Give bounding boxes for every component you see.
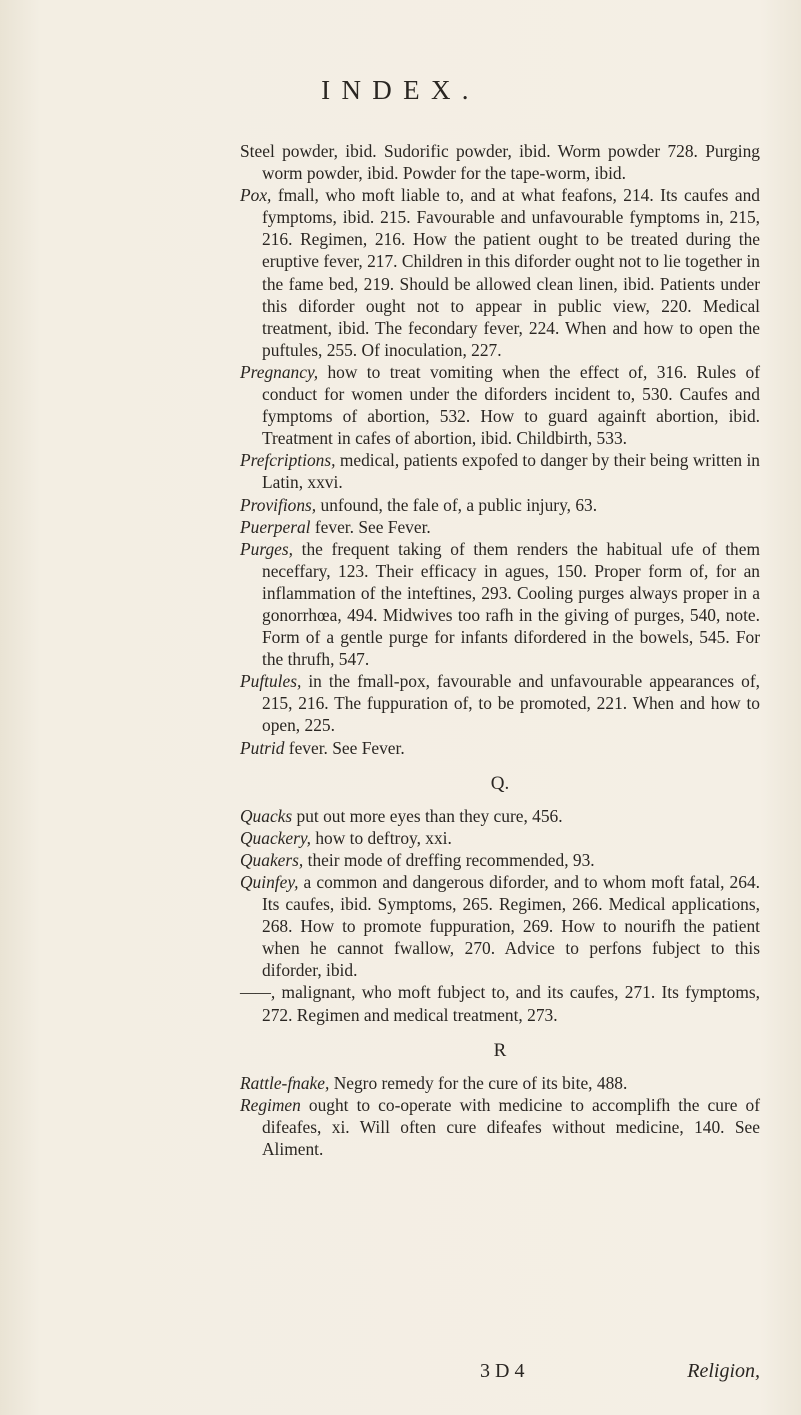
entry-term: Quacks — [240, 805, 293, 826]
index-entry — [240, 361, 760, 449]
index-entry — [240, 737, 760, 759]
entry-term: Quakers, — [240, 849, 304, 870]
entry-text: unfound, the fale of, a public injury, 63. — [316, 494, 598, 515]
entry-term: Pregnancy, — [240, 361, 319, 382]
entry-text: ought to co-operate with medicine to accomplifh the cure of difeafes, xi. Will often cure difeafes without medicine, 140. See Aliment. — [262, 1094, 760, 1160]
letter-heading-q: Q. — [490, 772, 510, 794]
entry-term: Quinfey, — [240, 872, 299, 892]
entry-text: medical, patients expofed to danger by their being written in Latin, xxvi. — [262, 450, 760, 493]
entry-term: Regimen — [240, 1094, 301, 1115]
index-entry — [240, 538, 760, 671]
index-entry — [240, 1094, 760, 1160]
entry-text: how to treat vomiting when the effect of, 316. Rules of conduct for women under the diforders incident to, 530. Caufes and fymptoms of abortion, 532. How to guard againft abortion, ibid. Treatment in cafes of abortion, ibid. Childbirth, 533. — [262, 361, 760, 449]
entry-term: Puerperal — [240, 516, 311, 537]
index-entry — [240, 1072, 760, 1094]
index-content — [240, 140, 760, 1160]
page-header: INDEX. — [321, 75, 480, 105]
index-entry — [240, 827, 760, 849]
entry-text: their mode of dreffing recommended, 93. — [303, 849, 595, 870]
entry-term: Putrid — [240, 737, 285, 758]
entry-term: Provifions, — [240, 494, 317, 515]
signature-mark: 3 D 4 — [480, 1360, 525, 1382]
index-entry — [240, 849, 760, 871]
letter-heading-r: R — [493, 1039, 507, 1061]
catchword: Religion, — [687, 1360, 760, 1382]
index-entry — [240, 981, 760, 1025]
entry-text: how to deftroy, xxi. — [310, 827, 452, 848]
entry-term: Quackery, — [240, 827, 311, 848]
entry-text: fever. See Fever. — [284, 737, 405, 758]
entry-text: in the fmall-pox, favourable and unfavourable appearances of, 215, 216. The fuppuration of, to be promoted, 221. When and how to open, 225. — [262, 671, 760, 736]
index-entry — [240, 449, 760, 493]
entry-text: Steel powder, ibid. Sudorific powder, ibid. Worm powder 728. Purging worm powder, ibid. Powder for the tape-worm, ibid. — [240, 141, 760, 184]
section-q — [240, 805, 760, 1026]
index-entry — [240, 871, 760, 981]
index-entry — [240, 494, 760, 516]
entry-text: Negro remedy for the cure of its bite, 488. — [329, 1072, 628, 1093]
index-entry — [240, 516, 760, 538]
entry-text: put out more eyes than they cure, 456. — [292, 805, 563, 826]
entry-term: Purges, — [240, 538, 293, 559]
index-entry — [240, 184, 760, 361]
index-entry — [240, 140, 760, 184]
index-entry — [240, 670, 760, 736]
entry-term: ——, — [240, 982, 276, 1003]
entry-term: Puftules, — [240, 671, 302, 692]
entry-text: fever. See Fever. — [310, 516, 431, 537]
entry-text: the frequent taking of them renders the habitual ufe of them neceffary, 123. Their efficacy in agues, 150. Proper form of, for an inflammation of the inteftines, 293. Cooling purges always proper in a gonorrhœa, 494. Midwives too rafh in the giving of purges, 540, note. Form of a gentle purge for infants difordered in the bowels, 545. For the thrufh, 547. — [262, 538, 760, 670]
section-r — [240, 1072, 760, 1160]
entry-term: Rattle-fnake, — [240, 1072, 330, 1093]
entry-text: a common and dangerous diforder, and to whom moft fatal, 264. Its caufes, ibid. Symptoms, 265. Regimen, 266. Medical applications, 268. How to promote fuppuration, 269. How to nourifh the patient when he cannot fwallow, 270. Advice to perfons fubject to this diforder, ibid. — [262, 872, 760, 981]
entry-text: malignant, who moft fubject to, and its caufes, 271. Its fymptoms, 272. Regimen and medical treatment, 273. — [262, 982, 760, 1025]
entry-term: Prefcriptions, — [240, 450, 336, 471]
entry-term: Pox, — [240, 185, 272, 206]
section-p — [240, 140, 760, 759]
entry-text: fmall, who moft liable to, and at what feafons, 214. Its caufes and fymptoms, ibid. 215. Favourable and unfavourable fymptoms in, 215, 216. Regimen, 216. How the patient ought to be treated during the eruptive fever, 217. Children in this diforder ought not to lie together in the fame bed, 219. Should be allowed clean linen, ibid. Patients under this diforder ought not to appear in public view, 220. Medical treatment, ibid. The fecondary fever, 224. When and how to open the puftules, 255. Of inoculation, 227. — [262, 185, 760, 360]
index-entry — [240, 805, 760, 827]
